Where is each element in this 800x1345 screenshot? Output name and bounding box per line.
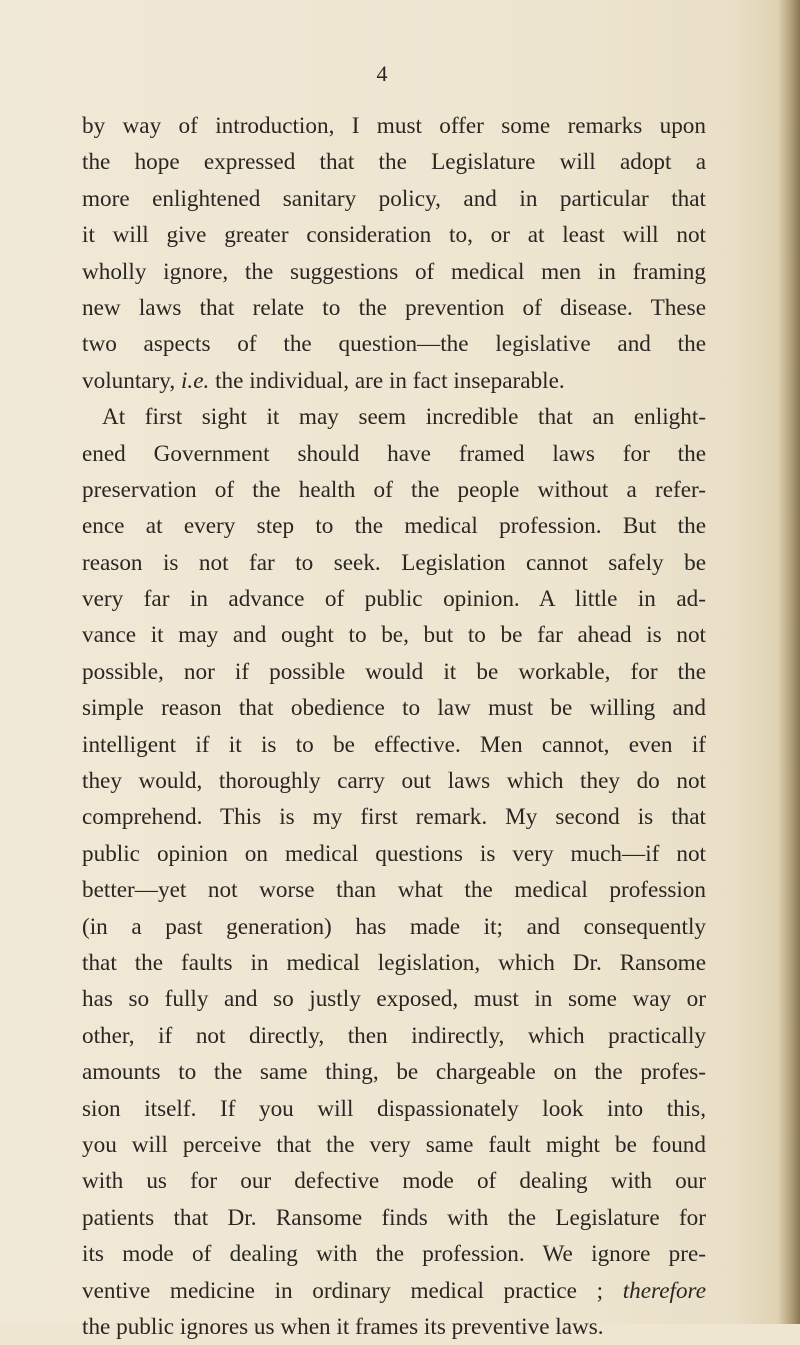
text-line: very far in advance of public opinion. A little in ad-: [82, 586, 706, 613]
text-line: public opinion on medical questions is very much—if not: [82, 840, 706, 867]
italic-emphasis: i.e.: [180, 367, 210, 394]
text-line: has so fully and so justly exposed, must in some way or: [82, 986, 706, 1013]
text-line: sion itself. If you will dispassionately look into this,: [82, 1095, 706, 1122]
text-line: (in a past generation) has made it; and consequently: [82, 913, 706, 940]
page-edge-shadow: [778, 0, 800, 1324]
text-line: you will perceive that the very same fault might be found: [82, 1131, 706, 1158]
text-line: more enlightened sanitary policy, and in particular that: [82, 185, 706, 212]
text-line: better—yet not worse than what the medical profession: [82, 877, 706, 904]
text-line: comprehend. This is my first remark. My second is that: [82, 804, 706, 831]
text-line: ened Government should have framed laws for the: [82, 440, 706, 467]
text-line: preservation of the health of the people without a refer-: [82, 476, 706, 503]
text-line: reason is not far to seek. Legislation cannot safely be: [82, 549, 706, 576]
text-line: its mode of dealing with the profession. We ignore pre-: [82, 1241, 706, 1268]
text-line: they would, thoroughly carry out laws which they do not: [82, 768, 706, 795]
text-line: patients that Dr. Ransome finds with the Legislature for: [82, 1204, 706, 1231]
text-line: it will give greater consideration to, or at least will not: [82, 222, 706, 249]
text-line: wholly ignore, the suggestions of medical men in framing: [82, 258, 706, 285]
text-line: ventive medicine in ordinary medical practice ; therefore: [82, 1277, 706, 1304]
text-line: that the faults in medical legislation, which Dr. Ransome: [82, 949, 706, 976]
text-line: amounts to the same thing, be chargeable on the profes-: [82, 1059, 706, 1086]
body-text: [82, 108, 706, 1345]
text-line: ence at every step to the medical profession. But the: [82, 513, 706, 540]
text-line: vance it may and ought to be, but to be far ahead is not: [82, 622, 706, 649]
text-line: by way of introduction, I must offer some remarks upon: [82, 113, 706, 139]
text-line: possible, nor if possible would it be workable, for the: [82, 658, 706, 685]
text-line: with us for our defective mode of dealing with our: [82, 1168, 706, 1195]
text-line: the hope expressed that the Legislature will adopt a: [82, 149, 706, 176]
text-line: intelligent if it is to be effective. Men cannot, even if: [82, 731, 706, 758]
text-line: At first sight it may seem incredible that an enlight-: [102, 404, 706, 431]
italic-emphasis: therefore: [622, 1277, 706, 1304]
text-line: new laws that relate to the prevention of disease. These: [82, 294, 706, 321]
page-number: 4: [376, 61, 388, 86]
text-line: voluntary, i.e. the individual, are in fact inseparable.: [82, 367, 565, 394]
text-line: simple reason that obedience to law must be willing and: [82, 695, 706, 722]
text-line: the public ignores us when it frames its preventive laws.: [82, 1313, 604, 1340]
text-line: other, if not directly, then indirectly, which practically: [82, 1022, 706, 1049]
text-line: two aspects of the question—the legislative and the: [82, 331, 706, 358]
